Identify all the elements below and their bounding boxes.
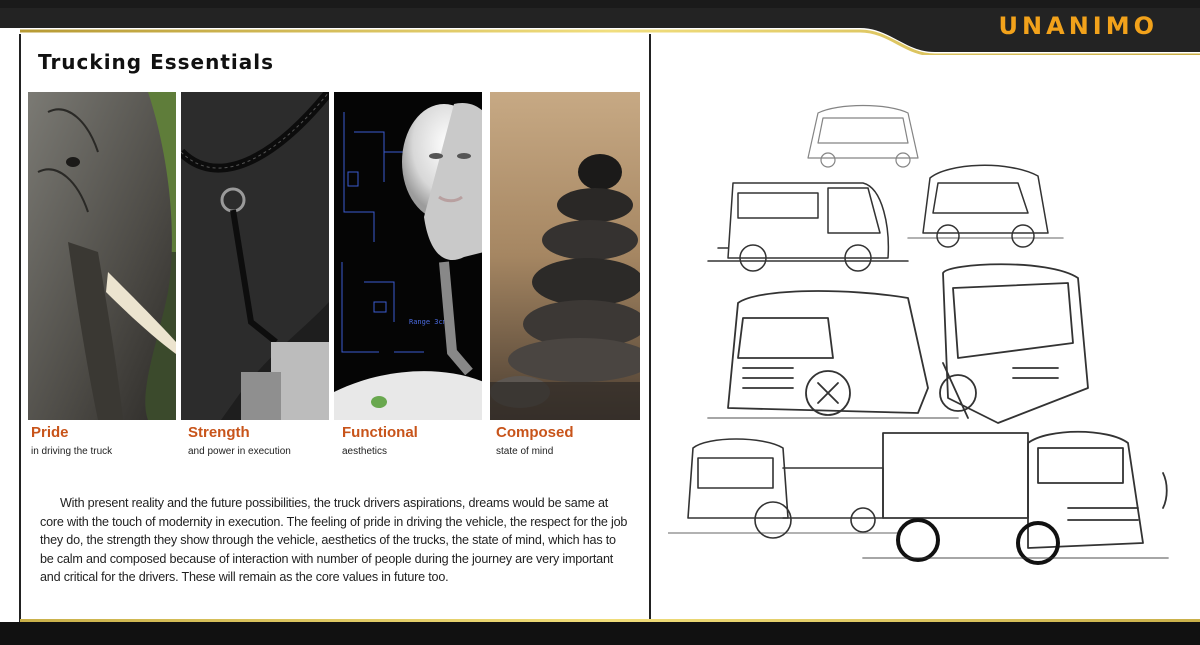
panel-image-strength (181, 92, 329, 420)
caption-subtitle-pride: in driving the truck (31, 446, 113, 457)
truck-concept-sketches (668, 88, 1188, 588)
panel-image-functional (334, 92, 482, 420)
caption-title-functional: Functional (342, 424, 418, 441)
caption-subtitle-strength: and power in execution (188, 446, 291, 457)
robot-woman-circuit-photo (334, 92, 482, 420)
brand-logo: UNANIMO (998, 12, 1158, 40)
caption-title-composed: Composed (496, 424, 574, 441)
caption-title-strength: Strength (188, 424, 250, 441)
caption-title-pride: Pride (31, 424, 69, 441)
panel-image-pride (28, 92, 176, 420)
page-divider (649, 34, 651, 626)
frame-line-left (19, 34, 21, 626)
horse-bridle-photo (181, 92, 329, 420)
page-title: Trucking Essentials (38, 50, 275, 74)
circuit-label: Range 3cm (409, 318, 447, 326)
body-paragraph: With present reality and the future possibilities, the truck drivers aspirations, dreams would be same at core with the touch of modernity in execution. The feeling of pride in driving the vehicle, the respect for the job they do, the strength they show through the vehicle, aesthetics of the trucks, the state of mind, which has to be calm and composed because of interaction with number of people during the journey are very important and critical for the drivers. These will remain as the core values in future too. (40, 496, 628, 585)
caption-subtitle-composed: state of mind (496, 446, 554, 457)
stacked-stones-photo (490, 92, 640, 420)
header-bar (0, 0, 1200, 55)
footer-bar (0, 622, 1200, 645)
caption-subtitle-functional: aesthetics (342, 446, 388, 457)
truck-sketches (668, 88, 1188, 588)
elephant-photo (28, 92, 176, 420)
panel-image-composed (490, 92, 640, 420)
